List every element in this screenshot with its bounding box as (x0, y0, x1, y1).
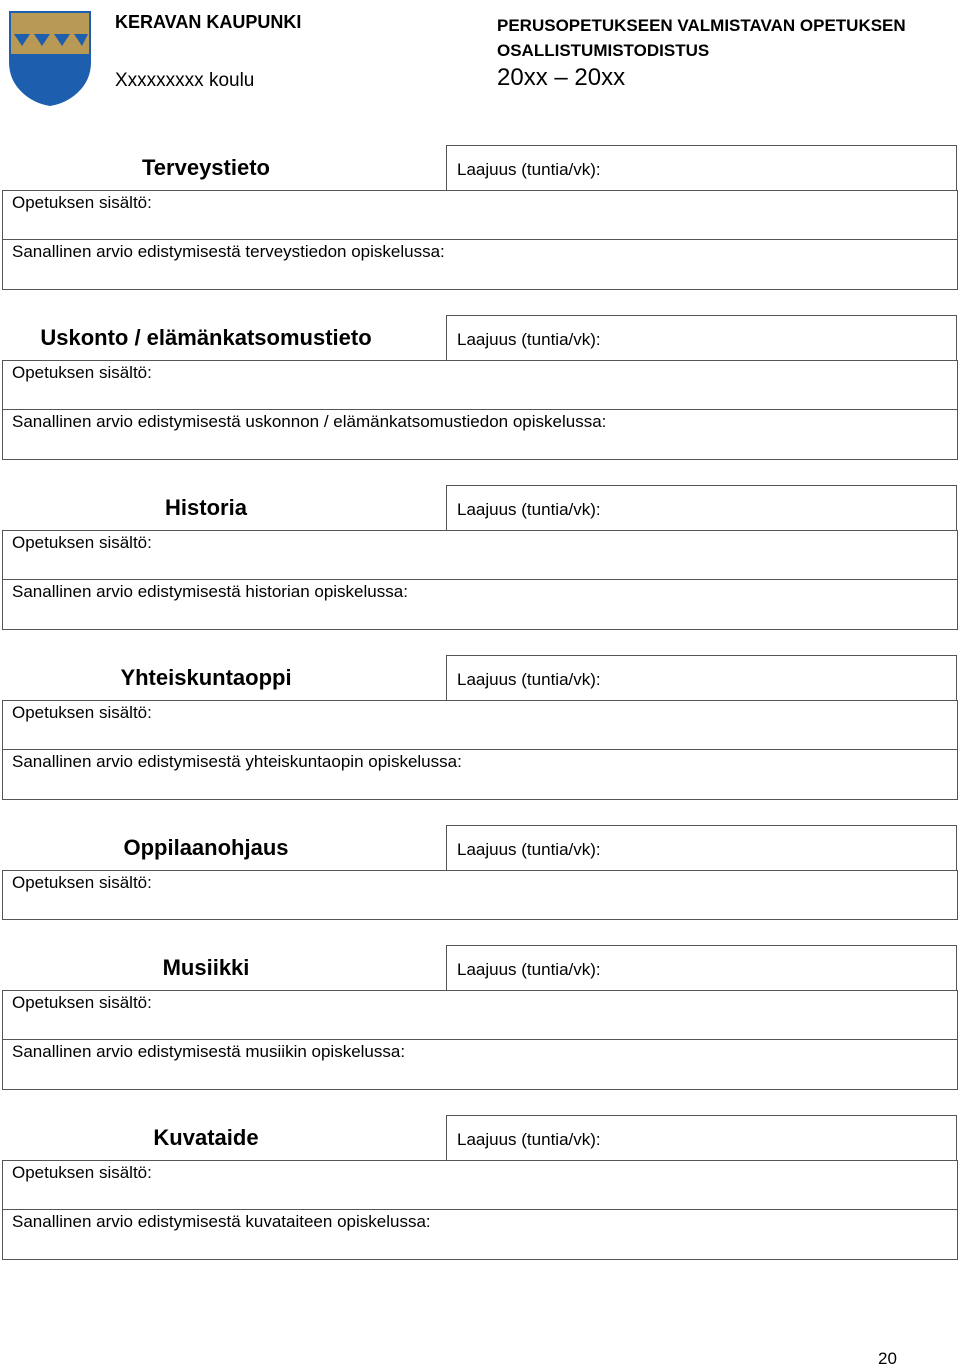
content-field[interactable] (2, 530, 958, 580)
laajuus-field[interactable] (446, 485, 957, 530)
content-label: Opetuksen sisältö: (12, 703, 152, 722)
laajuus-field[interactable] (446, 1115, 957, 1160)
content-field[interactable] (2, 360, 958, 410)
subject-title: Oppilaanohjaus (123, 835, 289, 860)
content-label: Opetuksen sisältö: (12, 873, 152, 892)
subject-title: Musiikki (162, 955, 250, 980)
assessment-label: Sanallinen arvio edistymisestä kuvataiteen opiskelussa: (12, 1212, 431, 1231)
content-label: Opetuksen sisältö: (12, 1163, 152, 1182)
laajuus-label: Laajuus (tuntia/vk): (457, 670, 601, 689)
assessment-label: Sanallinen arvio edistymisestä musiikin opiskelussa: (12, 1042, 406, 1061)
page-number: 20 (878, 1349, 897, 1368)
document-title-line1: PERUSOPETUKSEEN VALMISTAVAN OPETUKSEN (497, 16, 906, 35)
subject-title: Historia (165, 495, 247, 520)
content-label: Opetuksen sisältö: (12, 993, 152, 1012)
laajuus-field[interactable] (446, 945, 957, 990)
laajuus-field[interactable] (446, 825, 957, 870)
laajuus-label: Laajuus (tuntia/vk): (457, 160, 601, 179)
subject-title: Yhteiskuntaoppi (120, 665, 292, 690)
content-label: Opetuksen sisältö: (12, 193, 152, 212)
content-field[interactable] (2, 990, 958, 1040)
assessment-label: Sanallinen arvio edistymisestä historian opiskelussa: (12, 582, 408, 601)
kerava-crest-logo (8, 10, 92, 106)
laajuus-label: Laajuus (tuntia/vk): (457, 1130, 601, 1149)
subject-title: Uskonto / elämänkatsomustieto (40, 325, 372, 350)
document-title-line2: OSALLISTUMISTODISTUS (497, 41, 710, 60)
content-label: Opetuksen sisältö: (12, 533, 152, 552)
laajuus-label: Laajuus (tuntia/vk): (457, 960, 601, 979)
laajuus-field[interactable] (446, 145, 957, 190)
document-title (497, 13, 906, 63)
school-name: Xxxxxxxxx koulu (115, 70, 255, 91)
laajuus-label: Laajuus (tuntia/vk): (457, 500, 601, 519)
laajuus-label: Laajuus (tuntia/vk): (457, 840, 601, 859)
content-label: Opetuksen sisältö: (12, 363, 152, 382)
laajuus-field[interactable] (446, 315, 957, 360)
assessment-field[interactable] (2, 240, 958, 290)
assessment-field[interactable] (2, 1040, 958, 1090)
subject-title: Kuvataide (153, 1125, 259, 1150)
subject-title: Terveystieto (142, 155, 270, 180)
content-field[interactable] (2, 1160, 958, 1210)
assessment-field[interactable] (2, 750, 958, 800)
content-field[interactable] (2, 870, 958, 920)
assessment-label: Sanallinen arvio edistymisestä yhteiskuntaopin opiskelussa: (12, 752, 462, 771)
school-years: 20xx – 20xx (497, 64, 626, 91)
assessment-field[interactable] (2, 410, 958, 460)
content-field[interactable] (2, 700, 958, 750)
content-field[interactable] (2, 190, 958, 240)
assessment-field[interactable] (2, 1210, 958, 1260)
assessment-label: Sanallinen arvio edistymisestä uskonnon / elämänkatsomustiedon opiskelussa: (12, 412, 607, 431)
city-name: KERAVAN KAUPUNKI (115, 12, 302, 32)
assessment-label: Sanallinen arvio edistymisestä terveystiedon opiskelussa: (12, 242, 445, 261)
laajuus-label: Laajuus (tuntia/vk): (457, 330, 601, 349)
laajuus-field[interactable] (446, 655, 957, 700)
assessment-field[interactable] (2, 580, 958, 630)
